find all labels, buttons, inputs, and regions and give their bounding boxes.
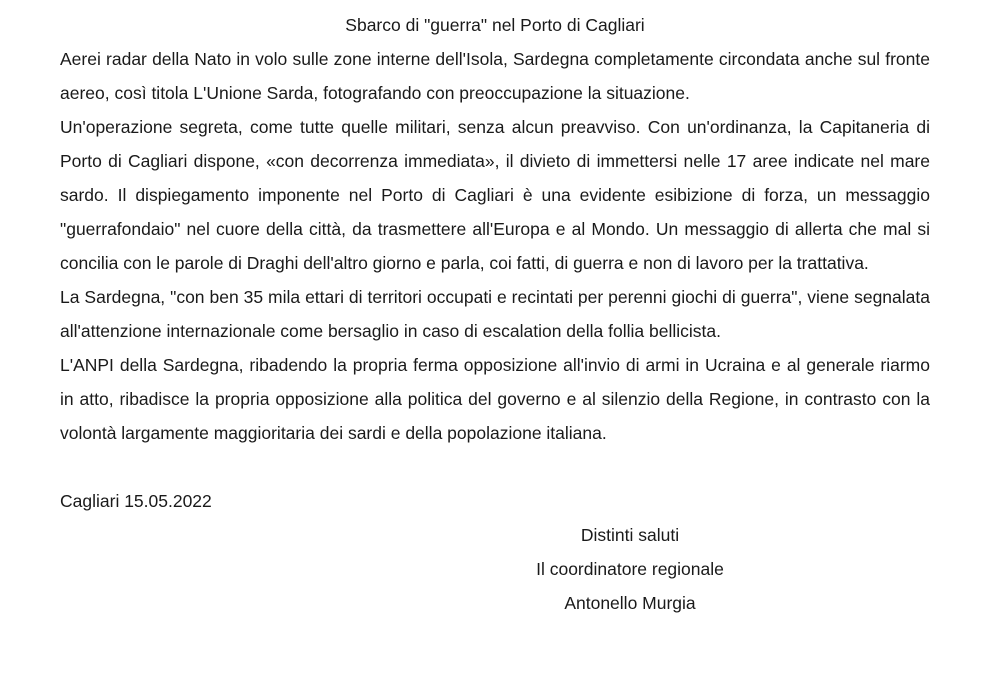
signer-name: Antonello Murgia: [564, 593, 696, 613]
paragraph-1: Aerei radar della Nato in volo sulle zone interne dell'Isola, Sardegna completamente circondata anche sul fronte aereo, così titola L'Unione Sarda, fotografando con preoccupazione la situazione.: [60, 49, 930, 103]
document-title: Sbarco di "guerra" nel Porto di Cagliari: [345, 15, 645, 35]
paragraph-2: Un'operazione segreta, come tutte quelle militari, senza alcun preavviso. Con un'ordinanza, la Capitaneria di Porto di Cagliari dispone, «con decorrenza immediata», il divieto di immettersi nelle 17 aree indicate nel mare sardo. Il dispiegamento imponente nel Porto di Cagliari è una evidente esibizione di forza, un messaggio "guerrafondaio" nel cuore della città, da trasmettere all'Europa e al Mondo. Un messaggio di allerta che mal si concilia con le parole di Draghi dell'altro giorno e parla, coi fatti, di guerra e non di lavoro per la trattativa.: [60, 117, 930, 273]
signer-role: Il coordinatore regionale: [536, 559, 724, 579]
date-line: Cagliari 15.05.2022: [60, 491, 212, 511]
letter-page: [60, 8, 930, 620]
paragraph-4: L'ANPI della Sardegna, ribadendo la propria ferma opposizione all'invio di armi in Ucraina e al generale riarmo in atto, ribadisce la propria opposizione alla politica del governo e al silenzio della Regione, in contrasto con la volontà largamente maggioritaria dei sardi e della popolazione italiana.: [60, 355, 930, 443]
paragraph-3: La Sardegna, "con ben 35 mila ettari di territori occupati e recintati per perenni giochi di guerra", viene segnalata all'attenzione internazionale come bersaglio in caso di escalation della follia bellicista.: [60, 287, 930, 341]
closing-salutation: Distinti saluti: [580, 525, 680, 545]
